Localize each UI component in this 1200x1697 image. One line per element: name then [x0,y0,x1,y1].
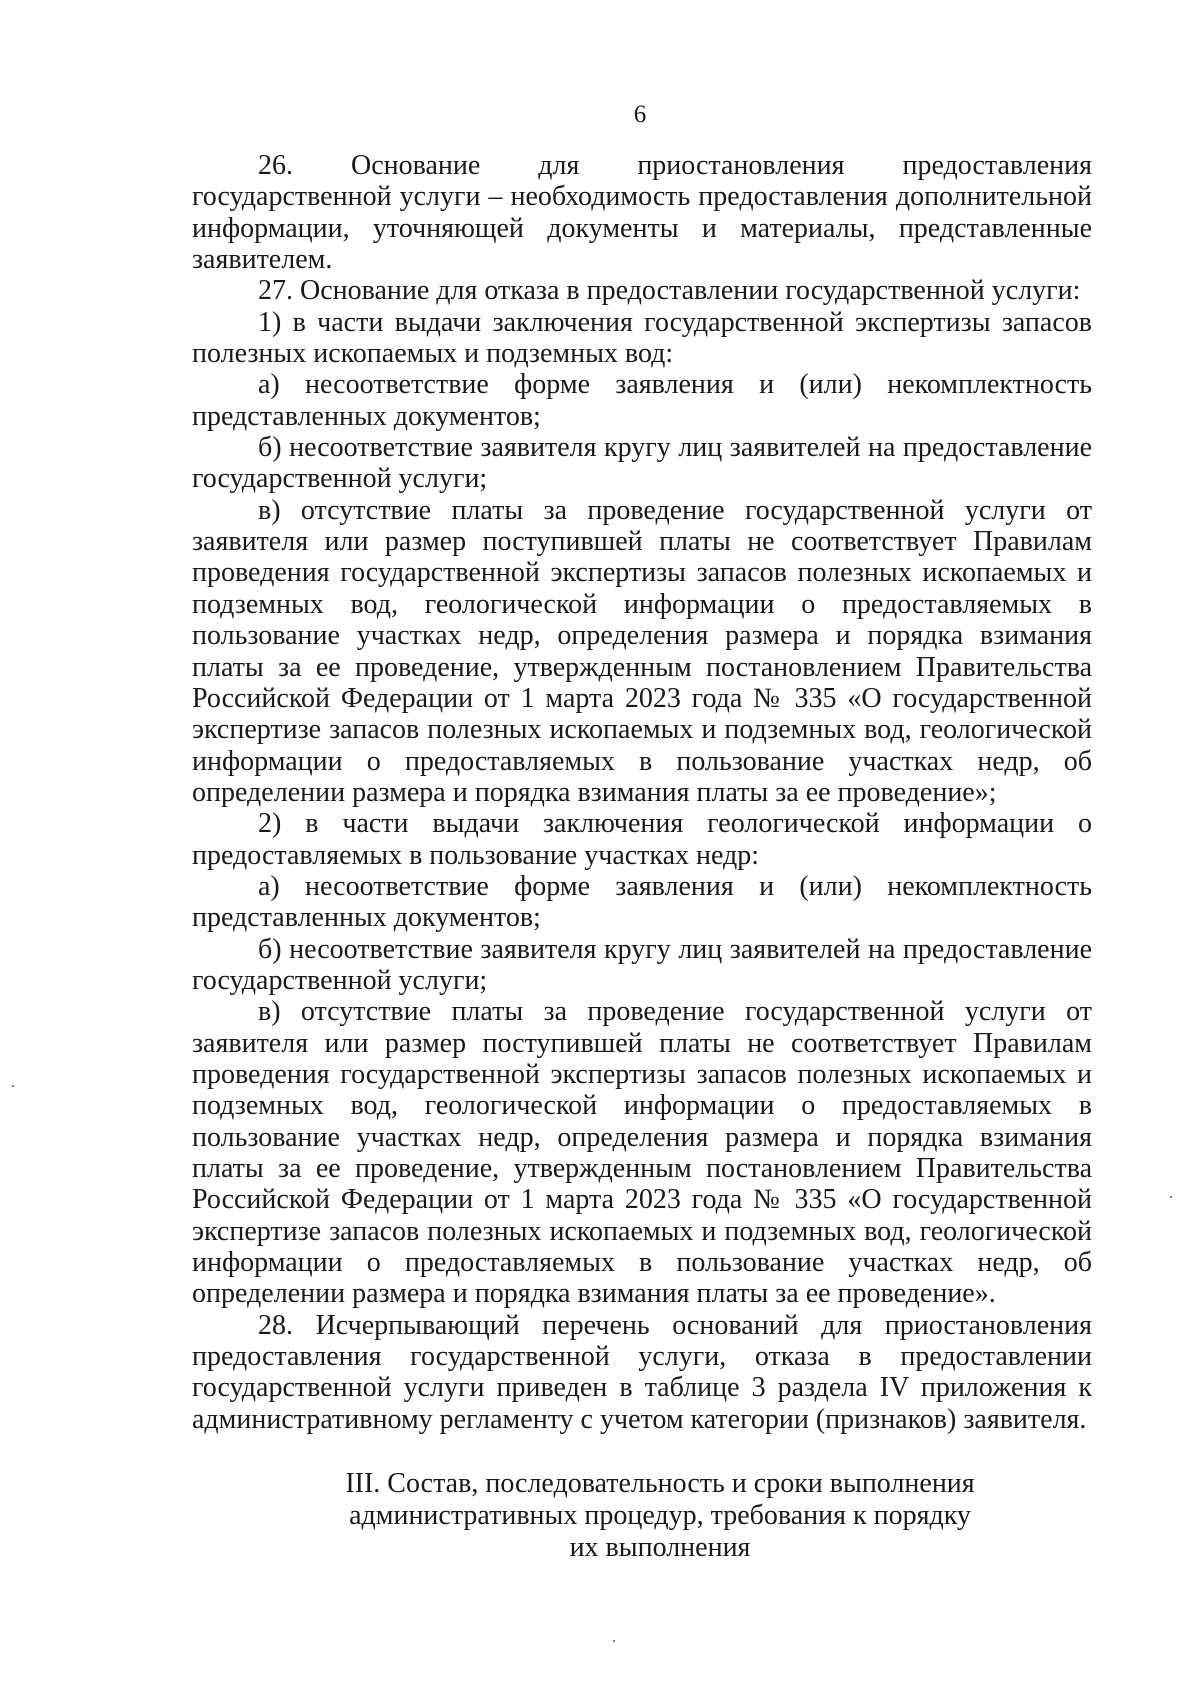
clause-27-2-b: б) несоответствие заявителя кругу лиц заявителей на предоставление государственной услуги; [192,933,1092,996]
section-heading [330,1468,990,1564]
paragraph-28: 28. Исчерпывающий перечень оснований для приостановления предоставления государственной услуги, отказа в предоставлении государственной услуги приведен в таблице 3 раздела IV приложения к административному регламенту с учетом категории (признаков) заявителя. [192,1309,1092,1435]
document-body [192,150,1092,1435]
clause-27-1-a: а) несоответствие форме заявления и (или) некомплектность представленных документов; [192,369,1092,432]
clause-27-1-v: в) отсутствие платы за проведение государственной услуги от заявителя или размер поступившей платы не соответствует Правилам проведения государственной экспертизы запасов полезных ископаемых и подземных вод, геологической информации о предоставляемых в пользование участках недр, определения размера и порядка взимания платы за ее проведение, утвержденным постановлением Правительства Российской Федерации от 1 марта 2023 года № 335 «О государственной экспертизе запасов полезных ископаемых и подземных вод, геологической информации о предоставляемых в пользование участках недр, об определении размера и порядка взимания платы за ее проведение»; [192,494,1092,808]
section-heading-line: III. Состав, последовательность и сроки выполнения [345,1468,975,1499]
clause-27-1-b: б) несоответствие заявителя кругу лиц заявителей на предоставление государственной услуги; [192,432,1092,495]
clause-27-2-v: в) отсутствие платы за проведение государственной услуги от заявителя или размер поступившей платы не соответствует Правилам проведения государственной экспертизы запасов полезных ископаемых и подземных вод, геологической информации о предоставляемых в пользование участках недр, определения размера и порядка взимания платы за ее проведение, утвержденным постановлением Правительства Российской Федерации от 1 марта 2023 года № 335 «О государственной экспертизе запасов полезных ископаемых и подземных вод, геологической информации о предоставляемых в пользование участках недр, об определении размера и порядка взимания платы за ее проведение». [192,996,1092,1310]
page-number: 6 [633,101,647,128]
paragraph-27: 27. Основание для отказа в предоставлении государственной услуги: [258,275,1081,307]
clause-27-2: 2) в части выдачи заключения геологической информации о предоставляемых в пользование участках недр: [192,808,1092,871]
scan-speck [1170,1196,1172,1198]
section-heading-line: их выполнения [569,1532,751,1563]
clause-27-1: 1) в части выдачи заключения государственной экспертизы запасов полезных ископаемых и подземных вод: [192,306,1092,370]
section-heading-line: административных процедур, требования к порядку [349,1500,971,1531]
scan-speck [12,1085,14,1087]
clause-27-2-a: а) несоответствие форме заявления и (или) некомплектность представленных документов; [192,870,1092,934]
scan-speck [613,1640,615,1642]
paragraph-26: 26. Основание для приостановления предоставления государственной услуги – необходимость предоставления дополнительной информации, уточняющей документы и материалы, представленные заявителем. [192,150,1092,276]
